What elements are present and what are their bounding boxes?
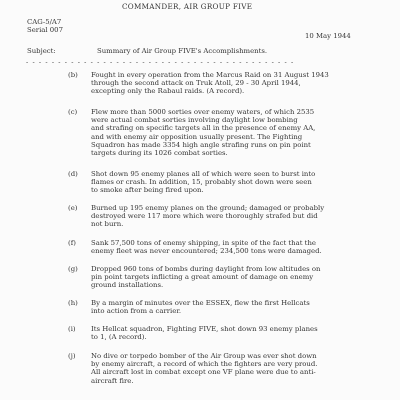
item-paragraph	[91, 71, 381, 96]
paragraph-line: not burn.	[91, 220, 124, 229]
item-letter: (b)	[68, 71, 78, 79]
item-letter: (c)	[68, 108, 78, 116]
divider-line: - - - - - - - - - - - - - - - - - - - - - - - - - - - - - - - - - - - - - - - - - -	[26, 58, 295, 66]
subject-text: Summary of Air Group FIVE's Accomplishments.	[97, 47, 268, 55]
paragraph-line: Dropped 960 tons of bombs during daylight from low altitudes on	[91, 265, 321, 273]
paragraph-line: Shot down 95 enemy planes all of which were seen to burst into	[91, 170, 316, 178]
item-letter: (j)	[68, 352, 76, 360]
paragraph-line: Its Hellcat squadron, Fighting FIVE, shot down 93 enemy planes	[91, 325, 318, 333]
paragraph-line: Flew more than 5000 sorties over enemy waters, of which 2535	[91, 108, 315, 116]
subject-label: Subject:	[27, 47, 56, 55]
paragraph-line: to 1, (A record).	[91, 333, 147, 342]
paragraph-line: Squadron has made 3354 high angle strafing runs on pin point	[91, 140, 311, 149]
paragraph-line: By a margin of minutes over the ESSEX, flew the first Hellcats	[91, 299, 310, 307]
item-paragraph	[91, 204, 381, 229]
paragraph-line: Fought in every operation from the Marcus Raid on 31 August 1943	[91, 71, 329, 79]
paragraph-line: were actual combat sorties involving daylight low bombing	[91, 116, 298, 125]
item-letter: (g)	[68, 265, 78, 273]
paragraph-line: targets during its 1026 combat sorties.	[91, 149, 228, 158]
paragraph-line: aircraft fire.	[91, 376, 134, 385]
item-letter: (e)	[68, 204, 78, 212]
file-code: CAG-5/A7	[27, 18, 62, 26]
item-paragraph	[91, 239, 381, 255]
paragraph-line: Sank 57,500 tons of enemy shipping, in spite of the fact that the	[91, 239, 316, 247]
item-paragraph	[91, 170, 381, 195]
item-letter: (i)	[68, 325, 76, 333]
paragraph-line: destroyed were 117 more which were thoroughly strafed but did	[91, 212, 318, 221]
paragraph-line: through the second attack on Truk Atoll, 29 - 30 April 1944,	[91, 79, 301, 88]
serial-number: Serial 007	[27, 26, 63, 34]
paragraph-line: enemy fleet was never encountered; 234,500 tons were damaged.	[91, 247, 322, 256]
item-paragraph	[91, 108, 381, 157]
item-paragraph	[91, 352, 381, 385]
item-paragraph	[91, 325, 381, 341]
paragraph-line: to smoke after being fired upon.	[91, 186, 204, 195]
paragraph-line: and strafing on specific targets all in the presence of enemy AA,	[91, 124, 316, 133]
item-paragraph	[91, 299, 381, 315]
paragraph-line: All aircraft lost in combat except one VF plane were due to anti-	[91, 368, 316, 377]
document-date: 10 May 1944	[305, 32, 351, 40]
paragraph-line: excepting only the Rabaul raids. (A record).	[91, 87, 245, 96]
paragraph-line: and with enemy air opposition usually present. The Fighting	[91, 132, 303, 141]
item-paragraph	[91, 265, 381, 290]
paragraph-line: Burned up 195 enemy planes on the ground; damaged or probably	[91, 204, 325, 212]
paragraph-line: by enemy aircraft, a record of which the fighters are very proud.	[91, 360, 318, 369]
item-letter: (d)	[68, 170, 78, 178]
item-letter: (h)	[68, 299, 78, 307]
item-letter: (f)	[68, 239, 76, 247]
paragraph-line: flames or crash. In addition, 15, probably shot down were seen	[91, 178, 312, 187]
paragraph-line: pin point targets inflicting a great amount of damage on enemy	[91, 273, 314, 282]
paragraph-line: No dive or torpedo bomber of the Air Group was ever shot down	[91, 352, 317, 360]
paragraph-line: into action from a carrier.	[91, 307, 182, 316]
paragraph-line: ground installations.	[91, 281, 164, 290]
document-title: COMMANDER, AIR GROUP FIVE	[122, 2, 253, 11]
